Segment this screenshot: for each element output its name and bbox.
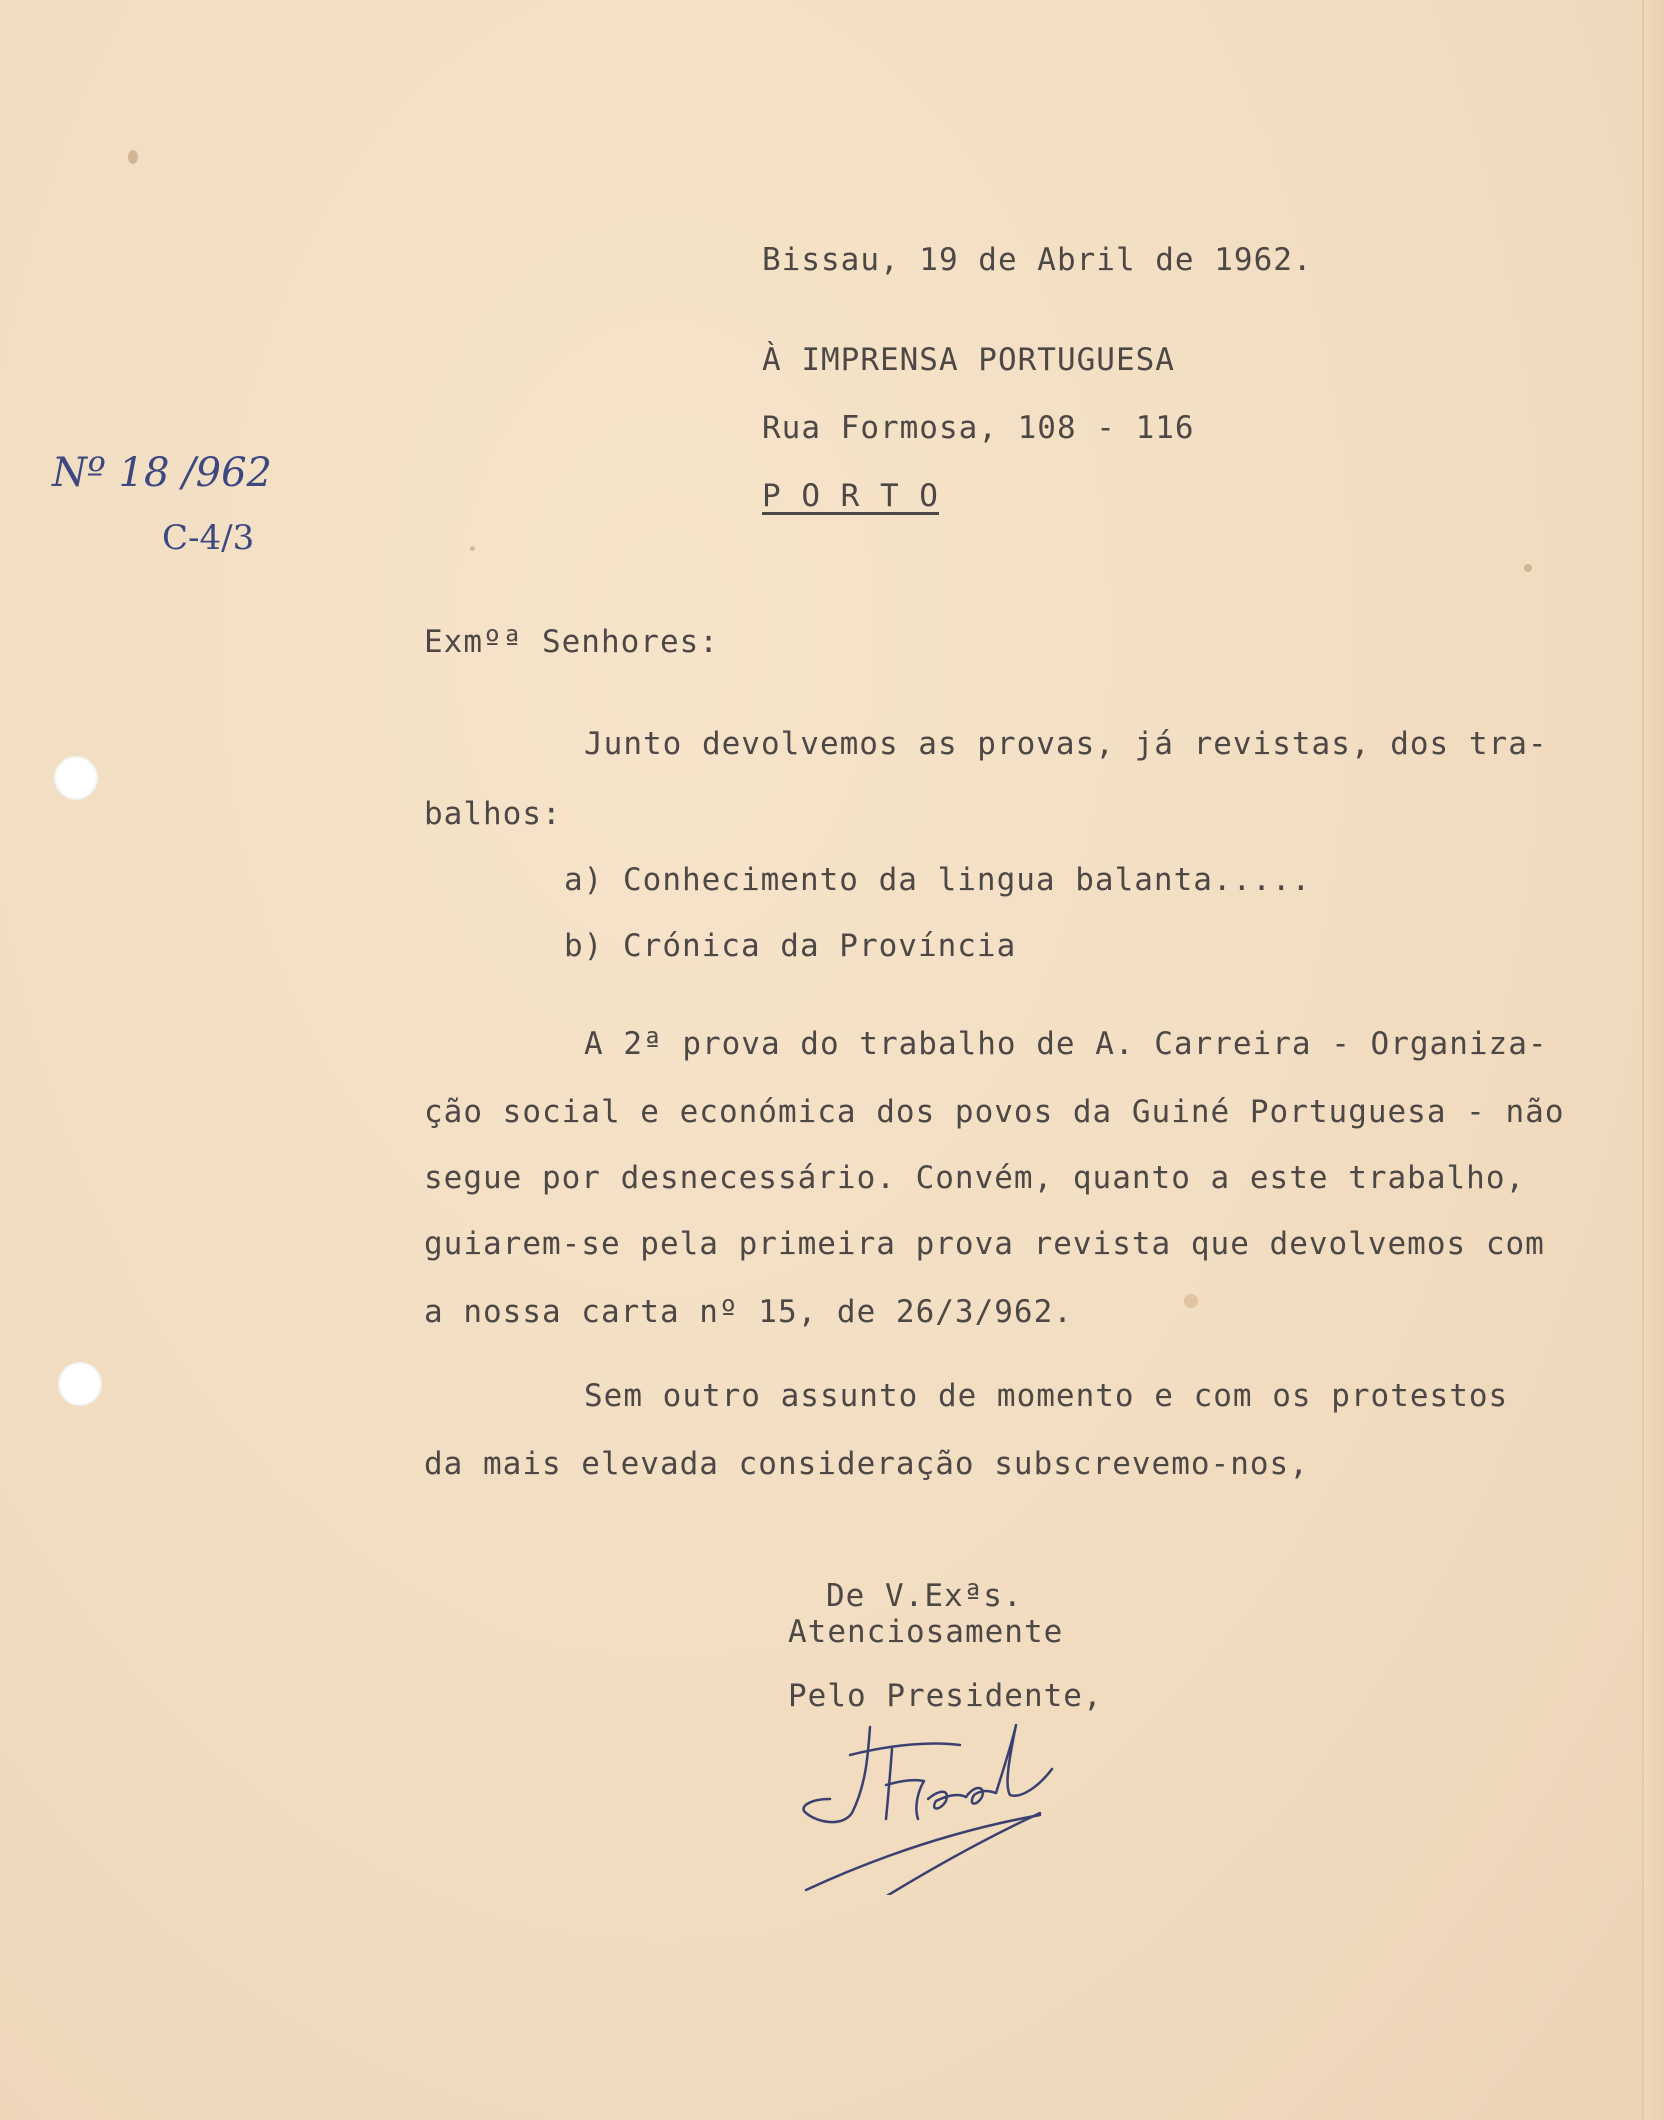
- punch-hole-top: [54, 756, 98, 800]
- punch-hole-bottom: [58, 1362, 102, 1406]
- closing-line: De V.Exªs.: [826, 1578, 1023, 1614]
- recipient-address: Rua Formosa, 108 - 116: [762, 410, 1195, 446]
- body-line: a nossa carta nº 15, de 26/3/962.: [424, 1294, 1073, 1330]
- signature-icon: [790, 1715, 1090, 1895]
- body-line: Sem outro assunto de momento e com os protestos: [584, 1378, 1509, 1414]
- paper-speck: [128, 150, 138, 164]
- body-line: segue por desnecessário. Convém, quanto a este trabalho,: [424, 1160, 1526, 1196]
- list-item-a: a) Conhecimento da lingua balanta.....: [564, 862, 1312, 898]
- paper-speck: [1184, 1294, 1198, 1308]
- body-line: balhos:: [424, 796, 562, 832]
- closing-line: Pelo Presidente,: [788, 1678, 1103, 1714]
- body-line: ção social e económica dos povos da Guiné Portuguesa - não: [424, 1094, 1565, 1130]
- recipient-name: À IMPRENSA PORTUGUESA: [762, 342, 1175, 378]
- list-item-b: b) Crónica da Província: [564, 928, 1017, 964]
- date-line: Bissau, 19 de Abril de 1962.: [762, 242, 1313, 278]
- ref-code: C-4/3: [162, 518, 255, 558]
- body-line: Junto devolvemos as provas, já revistas, dos tra-: [584, 726, 1548, 762]
- recipient-city: P O R T O: [762, 478, 939, 514]
- page-edge: [1642, 0, 1664, 2120]
- ref-number: Nº 18 /962: [52, 450, 272, 496]
- salutation: Exmºª Senhores:: [424, 624, 719, 660]
- body-line: A 2ª prova do trabalho de A. Carreira - Organiza-: [584, 1026, 1548, 1062]
- paper-speck: [470, 546, 475, 551]
- signature: [790, 1715, 1090, 1895]
- body-line: da mais elevada consideração subscrevemo-nos,: [424, 1446, 1309, 1482]
- closing-line: Atenciosamente: [788, 1614, 1064, 1650]
- paper-speck: [1524, 564, 1532, 572]
- body-line: guiarem-se pela primeira prova revista que devolvemos com: [424, 1226, 1545, 1262]
